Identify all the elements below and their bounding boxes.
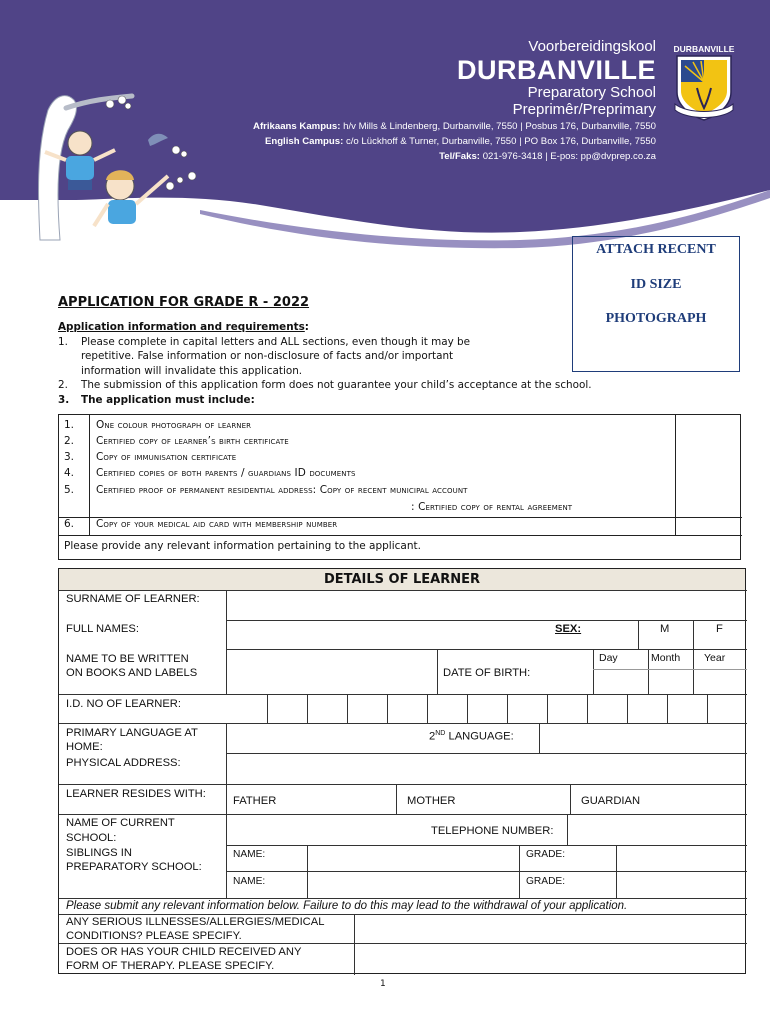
- submission-warning-note: Please submit any relevant information below. Failure to do this may lead to the withdrawal of your application.: [66, 900, 628, 912]
- learner-details-heading: DETAILS OF LEARNER: [59, 569, 745, 590]
- physical-address-input[interactable]: [227, 754, 746, 783]
- sex-label: SEX:: [555, 623, 582, 635]
- surname-label: SURNAME OF LEARNER:: [66, 593, 200, 605]
- school-crest-logo: [673, 44, 735, 122]
- document-item-proof-of-address: Certified proof of permanent residential address: Copy of recent municipal account: [96, 484, 468, 496]
- illness-label-line-1: ANY SERIOUS ILLNESSES/ALLERGIES/MEDICAL: [66, 916, 325, 928]
- second-language-input[interactable]: [540, 724, 746, 752]
- document-item-birth-certificate: Certified copy of learner’s birth certificate: [96, 435, 289, 447]
- document-item-rental-agreement: : Certified copy of rental agreement: [411, 501, 573, 513]
- primary-language-label-line-2: HOME:: [66, 741, 103, 753]
- requirement-item-3: 3. The application must include:: [58, 393, 255, 406]
- physical-address-label: PHYSICAL ADDRESS:: [66, 757, 181, 769]
- school-name-block: [400, 38, 656, 118]
- requirement-item-2: 2. The submission of this application form does not guarantee your child’s acceptance at the school.: [58, 379, 592, 392]
- sibling-1-grade-label: GRADE:: [526, 849, 566, 860]
- application-title: APPLICATION FOR GRADE R - 2022: [58, 295, 310, 310]
- sibling-1-grade-input[interactable]: [617, 846, 746, 870]
- full-names-input[interactable]: [227, 621, 557, 648]
- document-item-medical-aid: Copy of your medical aid card with membership number: [96, 518, 338, 530]
- sibling-2-grade-input[interactable]: [617, 872, 746, 897]
- afrikaans-campus-line: Afrikaans Kampus: h/v Mills & Lindenberg, Durbanville, 7550 | Posbus 176, Durbanville, 7550: [253, 121, 656, 132]
- document-item-immunisation: Copy of immunisation certificate: [96, 451, 237, 463]
- requirements-heading: Application information and requirements:: [58, 321, 309, 333]
- application-requirements: [58, 320, 708, 408]
- sibling-2-name-label: NAME:: [233, 876, 266, 887]
- telephone-label: TELEPHONE NUMBER:: [431, 825, 554, 837]
- resides-option-guardian[interactable]: GUARDIAN: [581, 795, 641, 807]
- id-number-input[interactable]: [267, 695, 746, 722]
- illness-label-line-2: CONDITIONS? PLEASE SPECIFY.: [66, 930, 242, 942]
- book-name-input[interactable]: [227, 650, 436, 693]
- relevant-info-note: Please provide any relevant information pertaining to the applicant.: [64, 540, 421, 552]
- page-number: 1: [380, 979, 386, 989]
- primary-language-label-line-1: PRIMARY LANGUAGE AT: [66, 727, 198, 739]
- dob-label: DATE OF BIRTH:: [443, 667, 531, 679]
- dob-day-input[interactable]: [594, 670, 647, 693]
- dob-year-input[interactable]: [694, 670, 746, 693]
- dob-day-label: Day: [599, 652, 618, 664]
- second-language-label: 2ND LANGUAGE:: [429, 730, 514, 743]
- primary-language-input[interactable]: [227, 724, 425, 752]
- therapy-label-line-2: FORM OF THERAPY. PLEASE SPECIFY.: [66, 960, 275, 972]
- english-campus-line: English Campus: c/o Lückhoff & Turner, Durbanville, 7550 | PO Box 176, Durbanville, 7550: [264, 136, 656, 147]
- photo-box-line-3: PHOTOGRAPH: [605, 311, 707, 326]
- surname-input[interactable]: [227, 591, 746, 619]
- resides-option-father[interactable]: FATHER: [233, 795, 277, 807]
- siblings-label-line-2: PREPARATORY SCHOOL:: [66, 861, 202, 873]
- school-name: DURBANVILLE: [457, 55, 656, 85]
- dob-year-label: Year: [704, 652, 726, 664]
- photo-box-line-2: ID SIZE: [630, 277, 682, 292]
- requirement-item-1: 1. Please complete in capital letters and ALL sections, even though it may be repetitive. False information or non-disclosure of facts and/or important information will invalidate this application.: [58, 335, 471, 377]
- sibling-1-name-label: NAME:: [233, 849, 266, 860]
- dob-month-input[interactable]: [649, 670, 692, 693]
- school-address-block: [170, 119, 656, 164]
- dob-month-label: Month: [651, 652, 681, 664]
- document-item-parent-ids: Certified copies of both parents / guardians ID documents: [96, 467, 356, 479]
- sex-option-m[interactable]: M: [660, 623, 670, 635]
- current-school-label-line-2: SCHOOL:: [66, 832, 117, 844]
- id-number-label: I.D. NO OF LEARNER:: [66, 698, 181, 710]
- sex-option-f[interactable]: F: [716, 623, 723, 635]
- sibling-2-grade-label: GRADE:: [526, 876, 566, 887]
- contact-line: Tel/Faks: 021-976-3418 | E-pos: pp@dvprep.co.za: [439, 151, 656, 162]
- therapy-input[interactable]: [355, 944, 746, 973]
- therapy-label-line-1: DOES OR HAS YOUR CHILD RECEIVED ANY: [66, 946, 302, 958]
- illness-input[interactable]: [355, 915, 746, 942]
- learner-details-form: [58, 568, 746, 974]
- crest-title: DURBANVILLE: [673, 44, 735, 54]
- siblings-label-line-1: SIBLINGS IN: [66, 847, 132, 859]
- sibling-2-name-input[interactable]: [308, 872, 518, 897]
- resides-option-mother[interactable]: MOTHER: [407, 795, 456, 807]
- current-school-input[interactable]: [227, 815, 427, 844]
- current-school-label-line-1: NAME OF CURRENT: [66, 817, 175, 829]
- sibling-1-name-input[interactable]: [308, 846, 518, 870]
- resides-with-label: LEARNER RESIDES WITH:: [66, 788, 206, 800]
- full-names-label: FULL NAMES:: [66, 623, 139, 635]
- book-name-label-line-2: ON BOOKS AND LABELS: [66, 667, 198, 679]
- school-preprimary-name: Preprimêr/Preprimary: [512, 101, 656, 118]
- document-item-photo: One colour photograph of learner: [96, 419, 252, 431]
- book-name-label-line-1: NAME TO BE WRITTEN: [66, 653, 189, 665]
- school-english-name: Preparatory School: [527, 84, 656, 101]
- school-afrikaans-name: Voorbereidingskool: [528, 38, 656, 55]
- photo-box-line-1: ATTACH RECENT: [596, 242, 716, 257]
- required-documents-table: 1. One colour photograph of learner 2. Certified copy of learner’s birth certificate 3. Copy of immunisation certificate 4. Certified copies of both parents / guardians ID documents 5. Certified proof of permanent residential address: Copy of recent municipal account : Certified copy of rental agreement 6. Copy of your medical aid card with membership number Please provide any relevant information pertaining to the applicant.: [58, 414, 741, 560]
- telephone-input[interactable]: [568, 815, 746, 844]
